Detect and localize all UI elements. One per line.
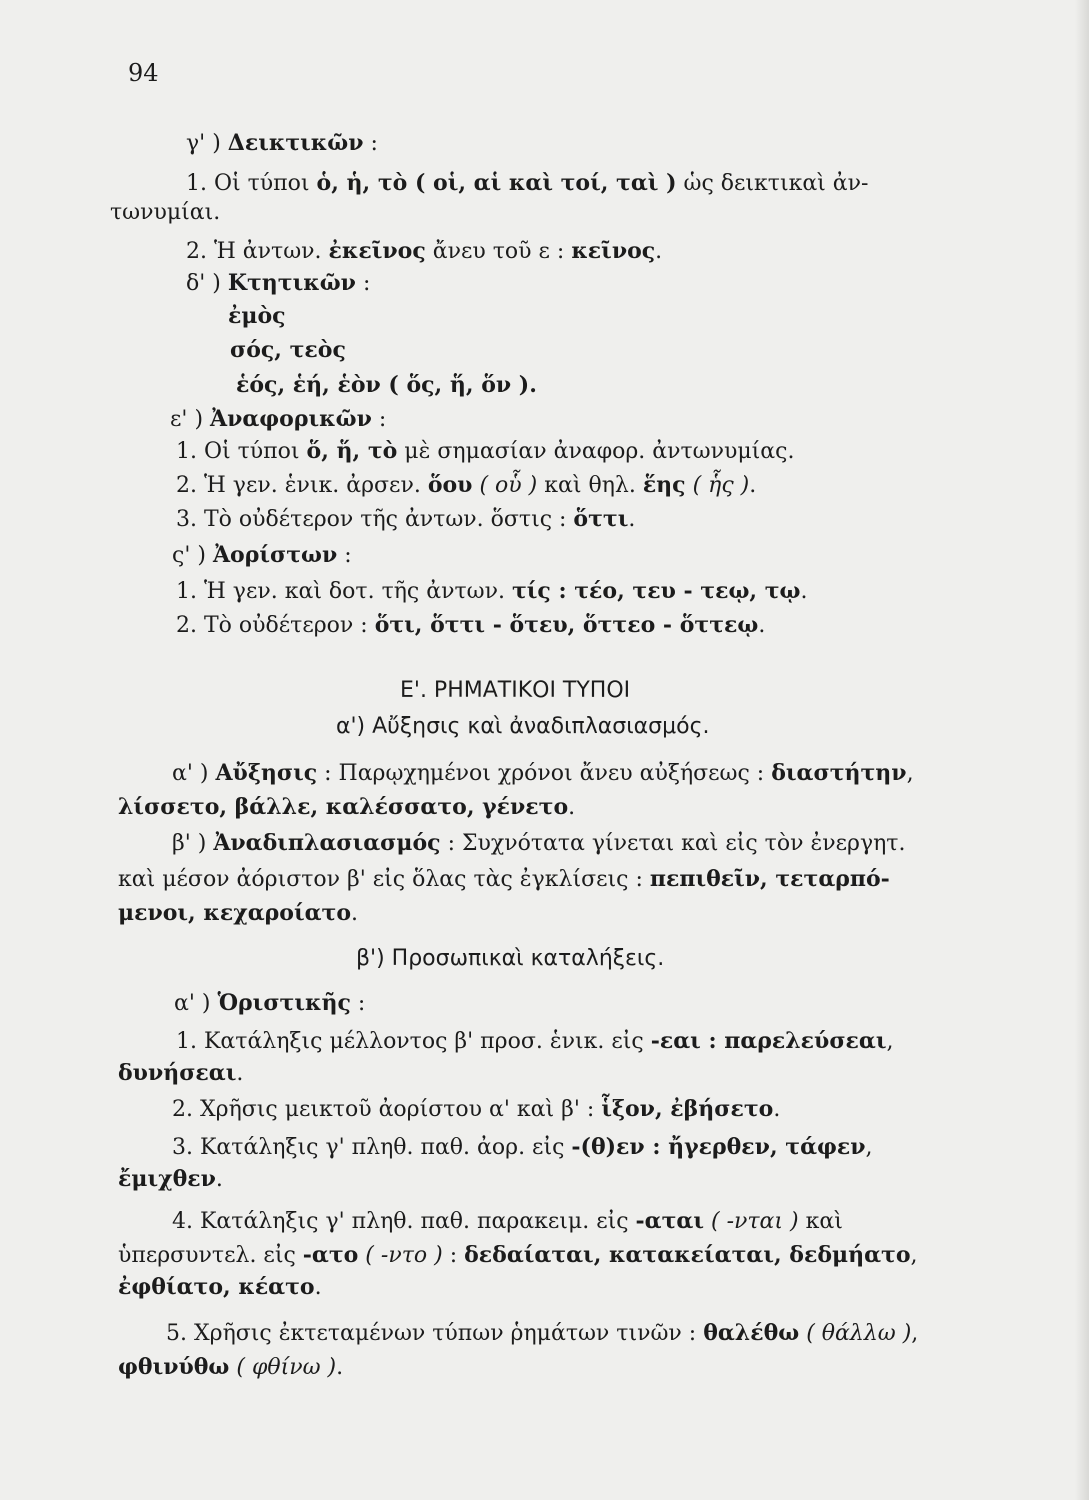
text-line: 1. Ἡ γεν. καὶ δοτ. τῆς ἀντων. τίς : τέο, τευ - τεῳ, τῳ. bbox=[176, 578, 808, 604]
text-line: 5. Χρῆσις ἐκτεταμένων τύπων ῥημάτων τινῶν : θαλέθω ( θάλλω ), bbox=[166, 1320, 919, 1346]
heading-ktitikon: δ' ) Κτητικῶν : bbox=[186, 270, 371, 296]
text-line: ἑός, ἑή, ἑὸν ( ὅς, ἥ, ὅν ). bbox=[236, 372, 537, 398]
text-line: α' ) Αὔξησις : Παρῳχημένοι χρόνοι ἄνευ αὐξήσεως : διαστήτην, bbox=[172, 760, 914, 786]
text-line: 2. Τὸ οὐδέτερον : ὅτι, ὅττι - ὅτευ, ὅττεο - ὅττεῳ. bbox=[176, 612, 766, 638]
heading-deiktikon: γ' ) Δεικτικῶν : bbox=[186, 130, 378, 156]
text-line: 3. Κατάληξις γ' πληθ. παθ. ἀορ. εἰς -(θ)εν : ἤγερθεν, τάφεν, bbox=[172, 1134, 873, 1160]
text-line: ἔμιχθεν. bbox=[118, 1166, 223, 1192]
text-line: τωνυμίαι. bbox=[110, 200, 221, 225]
page-number: 94 bbox=[128, 59, 159, 87]
text-line: 1. Οἱ τύποι ὅ, ἥ, τὸ μὲ σημασίαν ἀναφορ. ἀντωνυμίας. bbox=[176, 438, 795, 464]
text-line: 3. Τὸ οὐδέτερον τῆς ἀντων. ὅστις : ὅττι. bbox=[176, 506, 636, 532]
text-line: λίσσετο, βάλλε, καλέσσατο, γένετο. bbox=[118, 794, 576, 820]
text-line: β' ) Ἀναδιπλασιασμός : Συχνότατα γίνεται καὶ εἰς τὸν ἐνεργητ. bbox=[172, 830, 906, 856]
section-title: Ε'. ΡΗΜΑΤΙΚΟΙ ΤΥΠΟΙ bbox=[400, 678, 631, 703]
text-line: 2. Ἡ ἀντων. ἐκεῖνος ἄνευ τοῦ ε : κεῖνος. bbox=[186, 238, 663, 264]
text-line: 2. Χρῆσις μεικτοῦ ἀορίστου α' καὶ β' : ἷξον, ἐβήσετο. bbox=[172, 1096, 781, 1122]
text-line: φθινύθω ( φθίνω ). bbox=[118, 1354, 344, 1380]
text-line: 2. Ἡ γεν. ἑνικ. ἀρσεν. ὅου ( οὗ ) καὶ θηλ. ἕης ( ἧς ). bbox=[176, 472, 757, 498]
text-line: 1. Οἱ τύποι ὁ, ἡ, τὸ ( οἱ, αἱ καὶ τοί, ταὶ ) ὡς δεικτικαὶ ἀν- bbox=[186, 170, 869, 196]
text-line: σός, τεὸς bbox=[230, 337, 346, 363]
heading-anaforikon: ε' ) Ἀναφορικῶν : bbox=[170, 406, 387, 432]
text-line: ἐμὸς bbox=[228, 303, 286, 329]
page-edge-shadow bbox=[1075, 0, 1089, 1500]
heading-aoriston: ς' ) Ἀορίστων : bbox=[172, 542, 352, 568]
text-line: 4. Κατάληξις γ' πληθ. παθ. παρακειμ. εἰς -αται ( -νται ) καὶ bbox=[172, 1208, 843, 1234]
text-line: 1. Κατάληξις μέλλοντος β' προσ. ἑνικ. εἰς -εαι : παρελεύσεαι, bbox=[176, 1028, 894, 1054]
text-line: μενοι, κεχαροίατο. bbox=[118, 900, 358, 926]
text-line: δυνήσεαι. bbox=[118, 1060, 244, 1086]
text-line: ἐφθίατο, κέατο. bbox=[118, 1274, 322, 1300]
heading-oristikis: α' ) Ὁριστικῆς : bbox=[174, 990, 366, 1016]
subsection-title: α') Αὔξησις καὶ ἀναδιπλασιασμός. bbox=[336, 714, 710, 739]
subsection-title: β') Προσωπικαὶ καταλήξεις. bbox=[356, 946, 665, 971]
text-line: ὑπερσυντελ. εἰς -ατο ( -ντο ) : δεδαίαται, κατακείαται, δεδμήατο, bbox=[118, 1242, 918, 1268]
text-line: καὶ μέσον ἀόριστον β' εἰς ὅλας τὰς ἐγκλίσεις : πεπιθεῖν, τεταρπό- bbox=[118, 866, 890, 892]
